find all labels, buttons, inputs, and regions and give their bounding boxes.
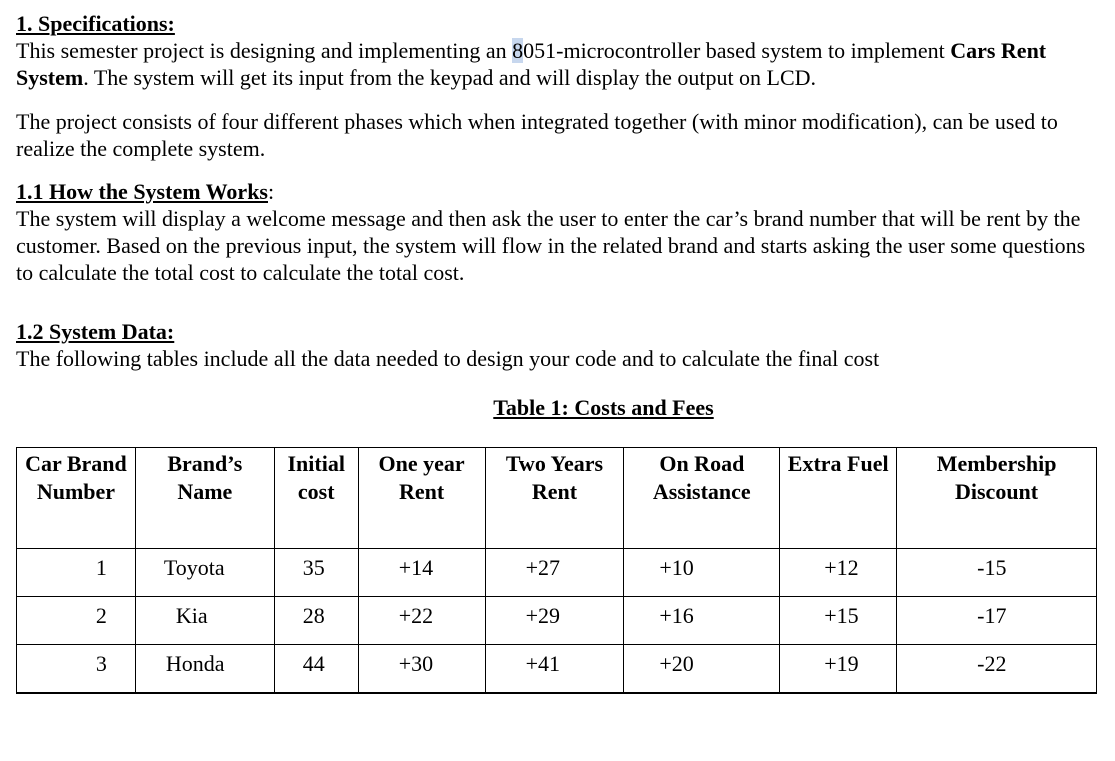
table-caption: Table 1: Costs and Fees [493,395,714,420]
cell-extra-fuel: +15 [780,597,897,645]
how-heading-text: 1.1 How the System Works [16,179,268,204]
cell-on-road-assistance: +20 [624,645,780,693]
text-highlight: 8 [512,38,524,63]
cell-brand-number: 1 [17,549,136,597]
costs-table [16,447,1097,694]
specifications-heading: 1. Specifications: [16,11,175,36]
header-car-brand-number: Car Brand Number [17,448,136,549]
cell-membership-discount: -15 [897,549,1097,597]
phases-paragraph: The project consists of four different phases which when integrated together (with minor modification), can be used to realize the complete system. [16,109,1058,161]
system-data-paragraph: The following tables include all the data needed to design your code and to calculate the final cost [16,346,880,371]
header-one-year-rent: One year Rent [358,448,485,549]
table-row [17,597,1097,645]
cell-one-year-rent: +22 [358,597,485,645]
cell-on-road-assistance: +10 [624,549,780,597]
cell-one-year-rent: +30 [358,645,485,693]
costs-table-wrap [16,447,1097,694]
intro-text-2: 051-microcontroller based system to implement [523,38,951,63]
cell-brand-number: 2 [17,597,136,645]
how-system-works-paragraph: The system will display a welcome message and then ask the user to enter the car’s brand number that will be rent by the customer. Based on the previous input, the system will flow in the related brand and starts asking the user some questions to calculate the total cost to calculate the total cost. [16,206,1086,285]
cell-brand-number: 3 [17,645,136,693]
how-heading-colon: : [268,179,275,204]
table-row [17,645,1097,693]
table-row [17,549,1097,597]
cell-initial-cost: 44 [274,645,358,693]
cell-extra-fuel: +19 [780,645,897,693]
intro-text-1: This semester project is designing and implementing an [16,38,513,63]
cell-brand-name: Toyota [135,549,274,597]
cell-two-years-rent: +27 [485,549,624,597]
how-system-works-heading [16,178,1101,205]
cell-membership-discount: -17 [897,597,1097,645]
cell-two-years-rent: +41 [485,645,624,693]
cell-initial-cost: 35 [274,549,358,597]
cell-brand-name: Kia [135,597,274,645]
header-on-road-assistance: On Road Assistance [624,448,780,549]
header-extra-fuel: Extra Fuel [780,448,897,549]
cell-membership-discount: -22 [897,645,1097,693]
cell-initial-cost: 28 [274,597,358,645]
header-brand-name: Brand’s Name [135,448,274,549]
cell-brand-name: Honda [135,645,274,693]
header-two-years-rent: Two Years Rent [485,448,624,549]
cell-one-year-rent: +14 [358,549,485,597]
system-data-heading: 1.2 System Data: [16,319,175,344]
cell-two-years-rent: +29 [485,597,624,645]
table-header-row [17,448,1097,549]
document-body [16,10,1101,426]
table-caption-wrap [16,394,1101,426]
cell-extra-fuel: +12 [780,549,897,597]
intro-text-3: . The system will get its input from the keypad and will display the output on LCD. [83,65,817,90]
system-name-bold: Cars Rent System [16,38,1047,90]
header-initial-cost: Initial cost [274,448,358,549]
header-membership-discount: Membership Discount [897,448,1097,549]
cell-on-road-assistance: +16 [624,597,780,645]
specifications-intro [16,37,1101,91]
